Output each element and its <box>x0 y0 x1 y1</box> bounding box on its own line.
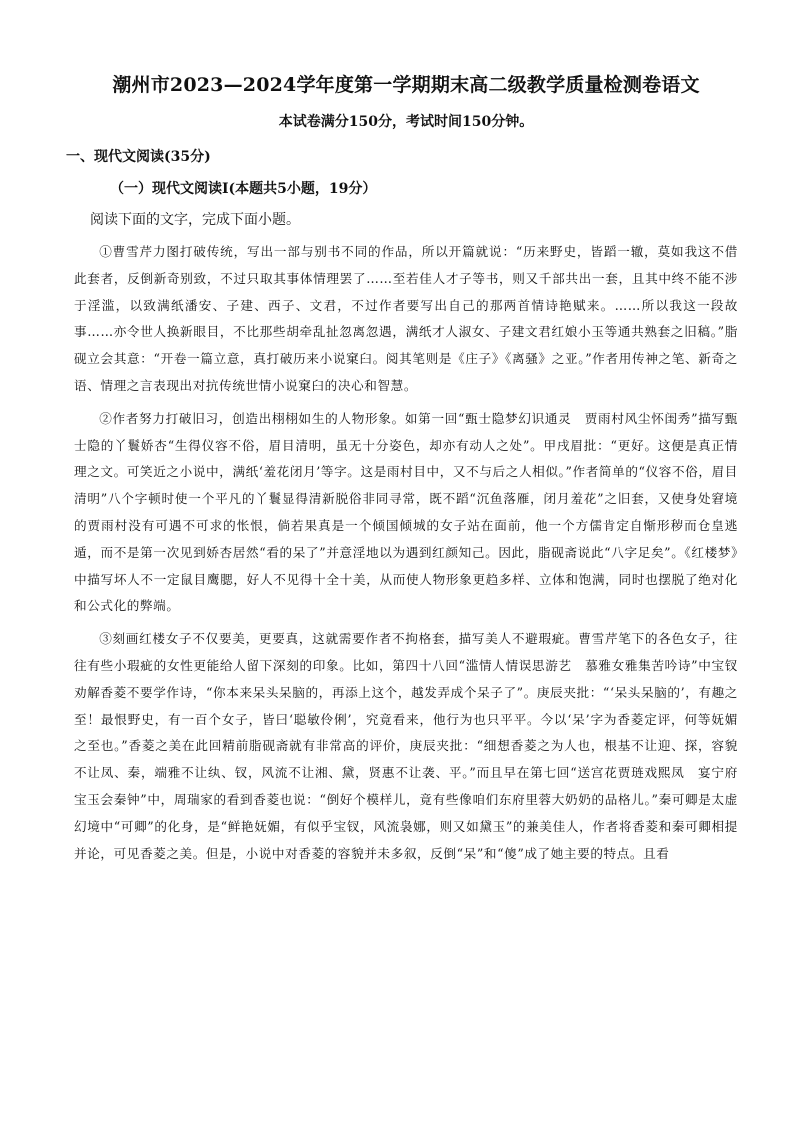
subsection-heading: （一）现代文阅读Ⅰ(本题共5小题，19分） <box>110 181 377 197</box>
paragraph-2: ②作者努力打破旧习，创造出栩栩如生的人物形象。如第一回“甄士隐梦幻识通灵 贾雨村风尘怀闺秀”描写甄士隐的丫鬟娇杏“生得仪容不俗，眉目清明，虽无十分姿色，却亦有动人之处”。甲戌眉批：“更好。这便是真正情理之文。可笑近之小说中，满纸‘羞花闭月’等字。这是雨村目中，又不与后之人相似。”作者简单的“仪容不俗，眉目清明”八个字顿时使一个平凡的丫鬟显得清新脱俗非同寻常，既不蹈“沉鱼落雁，闭月羞花”之旧套，又使身处窘境的贾雨村没有可遇不可求的怅恨，倘若果真是一个倾国倾城的女子站在面前，他一个方儒肯定自惭形秽而仓皇逃遁，而不是第一次见到娇杏居然“看的呆了”并意淫地以为遇到红颜知己。因此，脂砚斋说此“八字足矣”。《红楼梦》中描写坏人不一定鼠目鹰腮，好人不见得十全十美，从而使人物形象更趋多样、立体和饱满，同时也摆脱了绝对化和公式化的弊端。 <box>74 410 738 614</box>
reading-instruction: 阅读下面的文字，完成下面小题。 <box>90 212 300 228</box>
page-title: 潮州市2023—2024学年度第一学期期末高二级教学质量检测卷语文 <box>112 74 700 96</box>
paragraph-1: ①曹雪芹力图打破传统，写出一部与别书不同的作品，所以开篇就说：“历来野史，皆蹈一辙，莫如我这不借此套者，反倒新奇别致，不过只取其事体情理罢了……至若佳人才子等书，则又千部共出一套，且其中终不能不涉于淫滥，以致满纸潘安、子建、西子、文君，不过作者要写出自己的那两首情诗艳赋来。……所以我这一段故事……亦令世人换新眼目，不比那些胡牵乱扯忽离忽遇，满纸才人淑女、子建文君红娘小玉等通共熟套之旧稿。”脂砚立会其意：“开卷一篇立意，真打破历来小说窠臼。阅其笔则是《庄子》《离骚》之亚。”作者用传神之笔、新奇之语、情理之言表现出对抗传统世情小说窠臼的决心和智慧。 <box>74 244 738 393</box>
section-heading: 一、现代文阅读(35分) <box>66 149 211 165</box>
page-subtitle: 本试卷满分150分，考试时间150分钟。 <box>278 114 534 130</box>
paragraph-3: ③刻画红楼女子不仅要美，更要真，这就需要作者不拘格套，描写美人不避瑕疵。曹雪芹笔下的各色女子，往往有些小瑕疵的女性更能给人留下深刻的印象。比如，第四十八回“滥情人情误思游艺 慕雅女雅集苦吟诗”中宝钗劝解香菱不要学作诗，“你本来呆头呆脑的，再添上这个，越发弄成个呆子了”。庚辰夹批：“‘呆头呆脑的’，有趣之至！最恨野史，有一百个女子，皆曰‘聪敏伶俐’，究竟看来，他行为也只平平。今以‘呆’字为香菱定评，何等妩媚之至也。”香菱之美在此回精前脂砚斋就有非常高的评价，庚辰夹批：“细想香菱之为人也，根基不让迎、探，容貌不让凤、秦，端雅不让纨、钗，风流不让湘、黛，贤惠不让袭、平。”而且早在第七回“送宫花贾琏戏熙凤 宴宁府宝玉会秦钟”中，周瑞家的看到香菱也说：“倒好个模样儿，竟有些像咱们东府里蓉大奶奶的品格儿。”秦可卿是太虚幻境中“可卿”的化身，是“鲜艳妩媚，有似乎宝钗，风流袅娜，则又如黛玉”的兼美佳人，作者将香菱和秦可卿相提并论，可见香菱之美。但是，小说中对香菱的容貌并未多叙，反倒“呆”和“傻”成了她主要的特点。且看 <box>74 631 738 861</box>
